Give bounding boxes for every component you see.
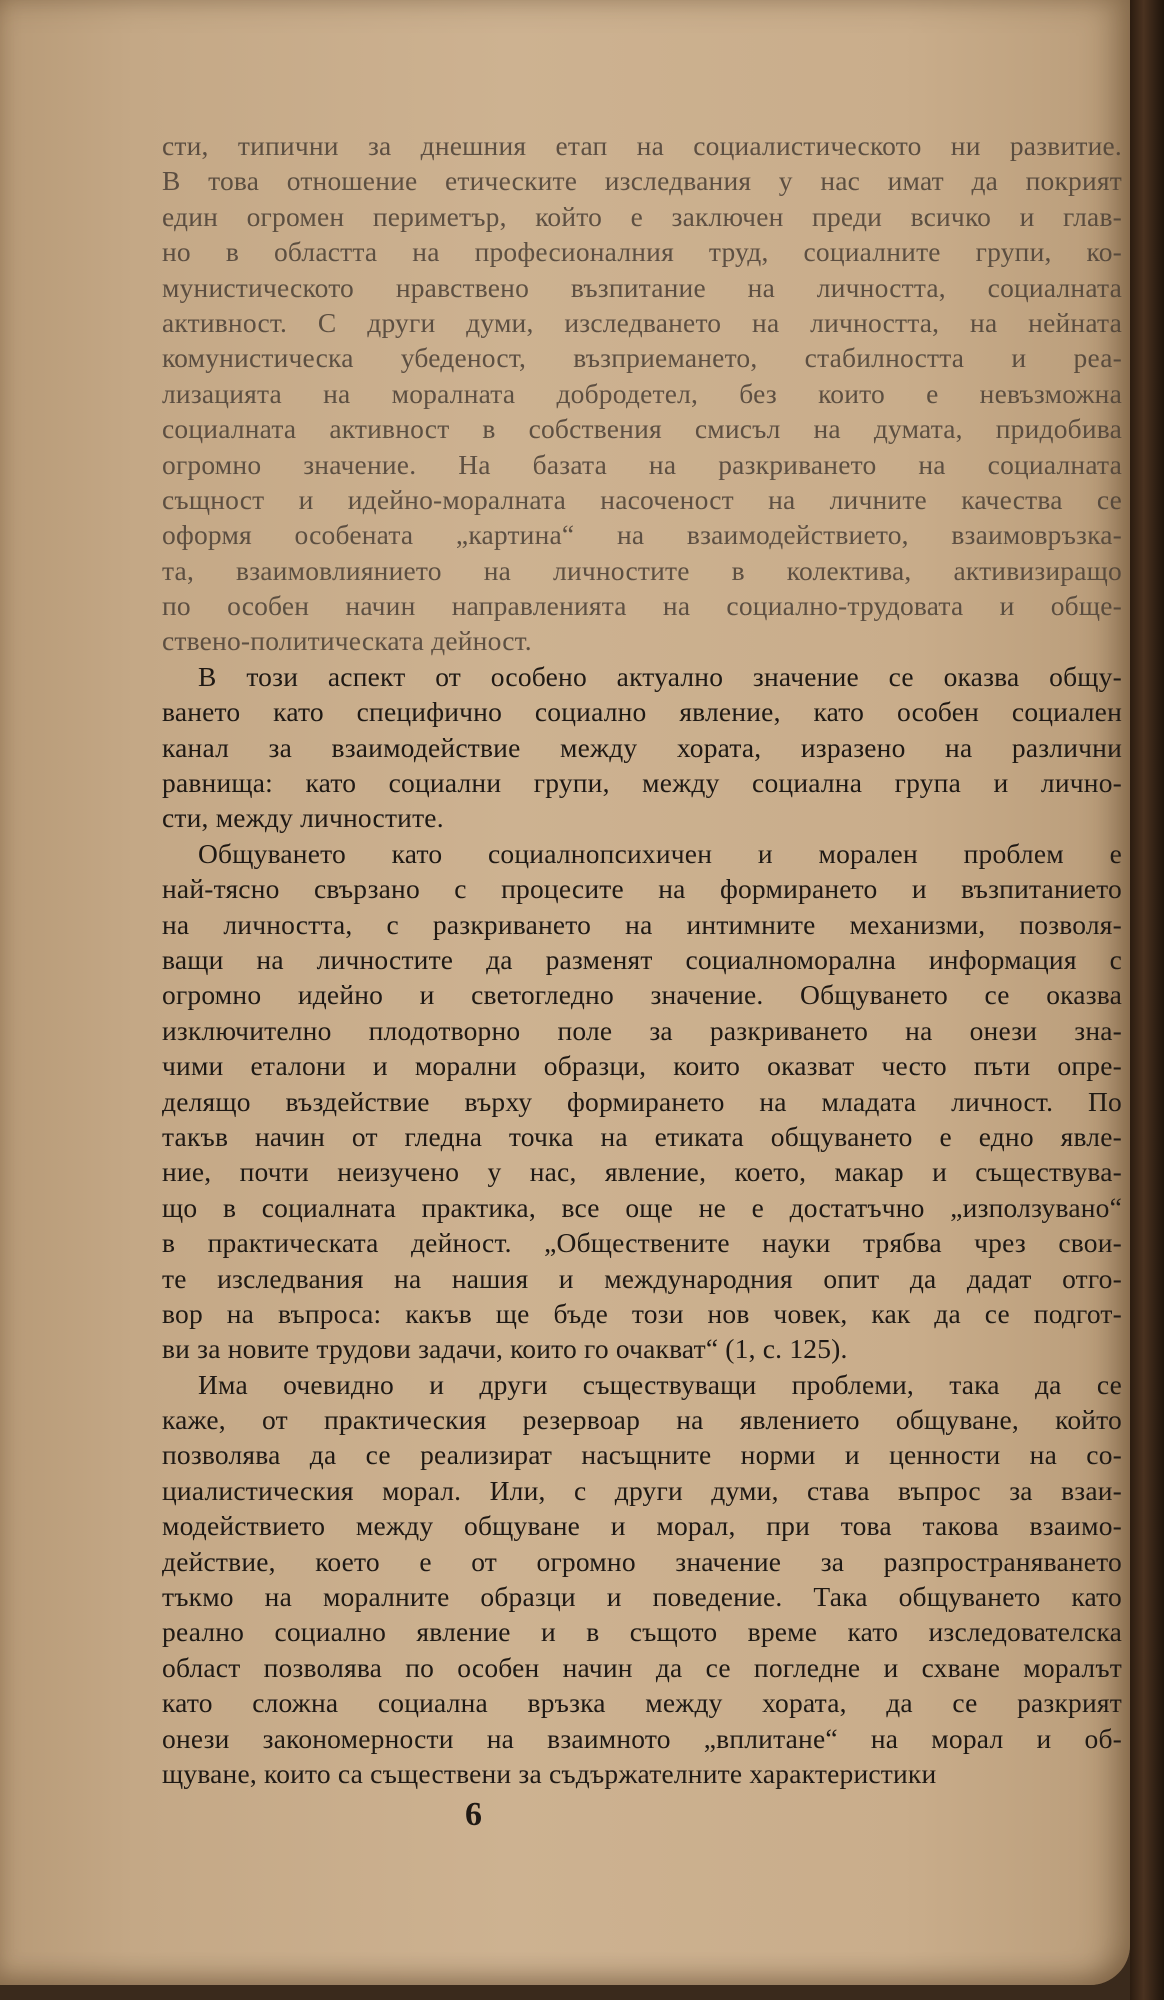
text-line: Общуването като социалнопсихичен и морален проблем е <box>198 837 1122 869</box>
book-spine-shadow <box>1130 0 1164 2000</box>
text-line: такъв начин от гледна точка на етиката общуването е едно явле- <box>162 1120 1122 1152</box>
text-line: оформя особената „картина“ на взаимодействието, взаимовръзка- <box>162 519 1122 551</box>
paragraph <box>162 836 1122 1367</box>
text-line: по особен начин направленията на социално-трудовата и обще- <box>162 590 1122 622</box>
text-line: що в социалната практика, все още не е достатъчно „използувано“ <box>162 1191 1122 1223</box>
text-line: те изследвания на нашия и международния опит да дадат отго- <box>162 1262 1122 1294</box>
text-line: делящо въздействие върху формирането на младата личност. По <box>162 1085 1122 1117</box>
text-line: модействието между общуване и морал, при това такова взаимо- <box>162 1510 1122 1542</box>
text-line: мунистическото нравствено възпитание на личността, социалната <box>162 271 1122 303</box>
text-line: същност и идейно-моралната насоченост на личните качества се <box>162 483 1122 515</box>
text-line: онези закономерности на взаимното „вплитане“ на морал и об- <box>162 1722 1122 1754</box>
text-line: сти, типични за днешния етап на социалистическото ни развитие. <box>162 130 1122 161</box>
paragraph <box>162 1367 1122 1792</box>
paragraph <box>162 659 1122 836</box>
text-line: социалната активност в собствения смисъл на думата, придобива <box>162 413 1122 445</box>
text-line: сти, между личностите. <box>162 802 444 834</box>
text-line: канал за взаимодействие между хората, изразено на различни <box>162 731 1122 763</box>
body-text <box>162 128 1122 1791</box>
text-line: най-тясно свързано с процесите на формирането и възпитанието <box>162 873 1122 905</box>
text-line: позволява да се реализират насъщните норми и ценности на со- <box>162 1439 1122 1471</box>
text-line: активност. С други думи, изследването на личността, на нейната <box>162 306 1122 338</box>
text-line: тъкмо на моралните образци и поведение. Така общуването като <box>162 1581 1122 1613</box>
text-line: равнища: като социални групи, между социална група и лично- <box>162 767 1122 799</box>
text-line: Има очевидно и други съществуващи проблеми, така да се <box>198 1368 1122 1400</box>
text-line: огромно значение. На базата на разкриването на социалната <box>162 448 1122 480</box>
text-line: но в областта на професионалния труд, социалните групи, ко- <box>162 236 1122 268</box>
text-line: ващи на личностите да разменят социалноморална информация с <box>162 943 1122 975</box>
text-line: щуване, които са съществени за съдържателните характеристики <box>162 1757 937 1789</box>
text-line: като сложна социална връзка между хората, да се разкрият <box>162 1687 1122 1719</box>
text-line: огромно идейно и светогледно значение. Общуването се оказва <box>162 979 1122 1011</box>
text-line: един огромен периметър, който е заключен преди всичко и глав- <box>162 200 1122 232</box>
text-line: чими еталони и морални образци, които оказват често пъти опре- <box>162 1050 1122 1082</box>
text-line: изключително плодотворно поле за разкриването на онези зна- <box>162 1014 1122 1046</box>
text-line: действие, което е от огромно значение за разпространяването <box>162 1545 1122 1577</box>
paragraph <box>162 128 1122 659</box>
page-number: 6 <box>465 1796 482 1833</box>
text-line: ствено-политическата дейност. <box>162 625 532 657</box>
text-line: В този аспект от особено актуално значение се оказва общу- <box>198 660 1122 692</box>
text-line: в практическата дейност. „Обществените науки трябва чрез свои- <box>162 1227 1122 1259</box>
text-line: област позволява по особен начин да се погледне и схване моралът <box>162 1651 1122 1683</box>
text-line: та, взаимовлиянието на личностите в колектива, активизиращо <box>162 554 1122 586</box>
text-line: циалистическия морал. Или, с други думи, става въпрос за взаи- <box>162 1474 1122 1506</box>
text-line: вор на въпроса: какъв ще бъде този нов човек, как да се подгот- <box>162 1297 1122 1329</box>
text-line: лизацията на моралната добродетел, без които е невъзможна <box>162 377 1122 409</box>
text-line: комунистическа убеденост, възприемането, стабилността и реа- <box>162 342 1122 374</box>
text-line: реално социално явление и в същото време като изследователска <box>162 1616 1122 1648</box>
text-line: ви за новите трудови задачи, които го очакват“ (1, с. 125). <box>162 1333 848 1365</box>
text-line: на личността, с разкриването на интимните механизми, позволя- <box>162 908 1122 940</box>
text-line: каже, от практическия резервоар на явлението общуване, който <box>162 1404 1122 1436</box>
text-line: ние, почти неизучено у нас, явление, което, макар и съществува- <box>162 1156 1122 1188</box>
text-line: ването като специфично социално явление, като особен социален <box>162 696 1122 728</box>
text-line: В това отношение етическите изследвания у нас имат да покрият <box>162 165 1122 197</box>
